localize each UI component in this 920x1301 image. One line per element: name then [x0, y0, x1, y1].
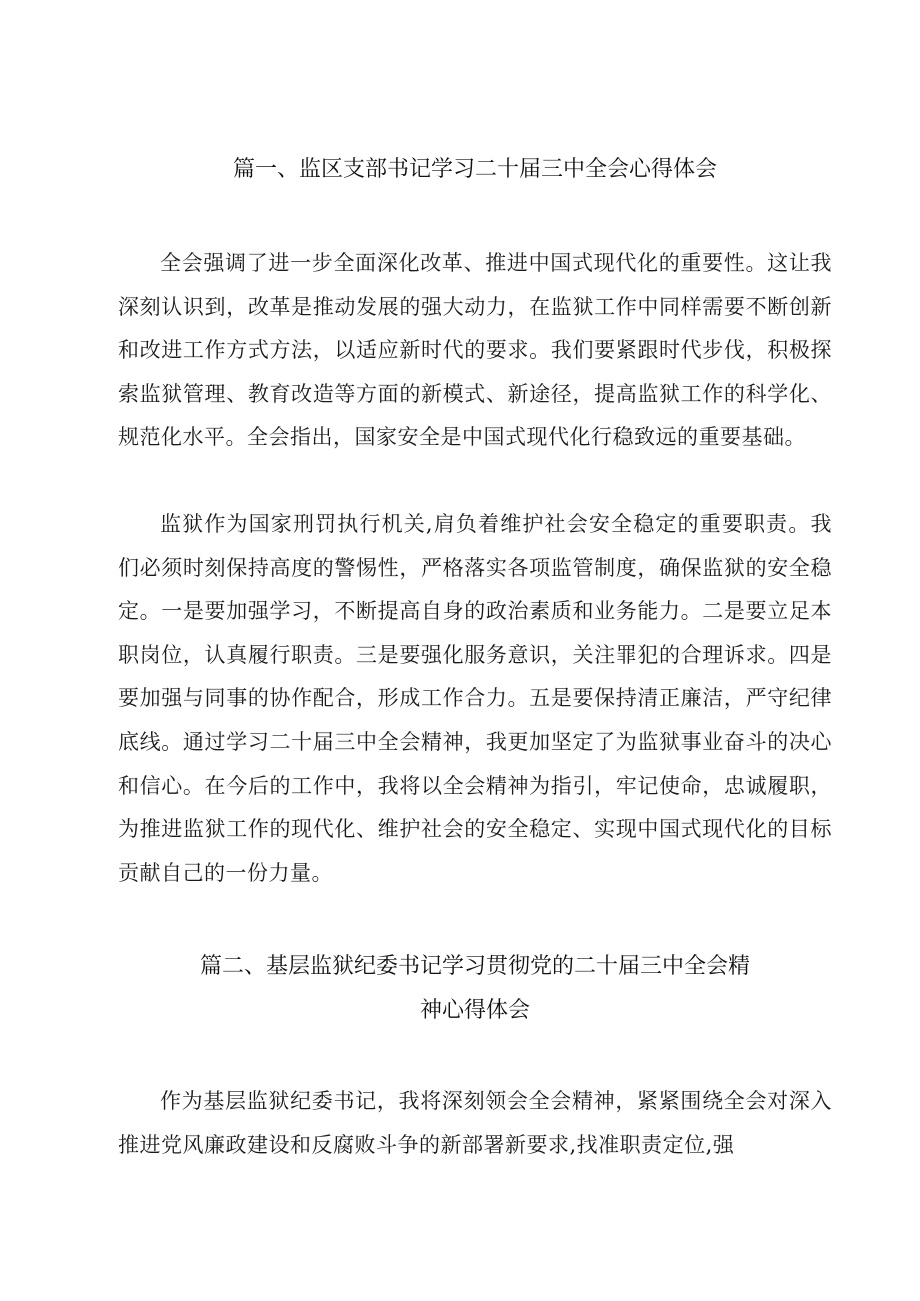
section-2-paragraph-1: 作为基层监狱纪委书记，我将深刻领会全会精神，紧紧围绕全会对深入推进党风廉政建设和反腐败斗争的新部署新要求,找准职责定位,强	[118, 1089, 832, 1157]
section-2-title	[118, 945, 832, 1033]
section-2-title-line-1: 篇二、基层监狱纪委书记学习贯彻党的二十届三中全会精	[199, 954, 750, 979]
section-1-paragraph-1: 全会强调了进一步全面深化改革、推进中国式现代化的重要性。这让我深刻认识到，改革是推动发展的强大动力，在监狱工作中同样需要不断创新和改进工作方式方法，以适应新时代的要求。我们要紧跟时代步伐，积极探索监狱管理、教育改造等方面的新模式、新途径，提高监狱工作的科学化、规范化水平。全会指出，国家安全是中国式现代化行稳致远的重要基础。	[118, 251, 832, 450]
section-1-title: 篇一、监区支部书记学习二十届三中全会心得体会	[232, 157, 717, 182]
section-2-title-line-2: 神心得体会	[419, 998, 530, 1023]
section-1-paragraph-2: 监狱作为国家刑罚执行机关,肩负着维护社会安全稳定的重要职责。我们必须时刻保持高度的警惕性，严格落实各项监管制度，确保监狱的安全稳定。一是要加强学习，不断提高自身的政治素质和业务能力。二是要立足本职岗位，认真履行职责。三是要强化服务意识，关注罪犯的合理诉求。四是要加强与同事的协作配合，形成工作合力。五是要保持清正廉洁，严守纪律底线。通过学习二十届三中全会精神，我更加坚定了为监狱事业奋斗的决心和信心。在今后的工作中，我将以全会精神为指引，牢记使命，忠诚履职，为推进监狱工作的现代化、维护社会的安全稳定、实现中国式现代化的目标贡献自己的一份力量。	[118, 512, 832, 885]
